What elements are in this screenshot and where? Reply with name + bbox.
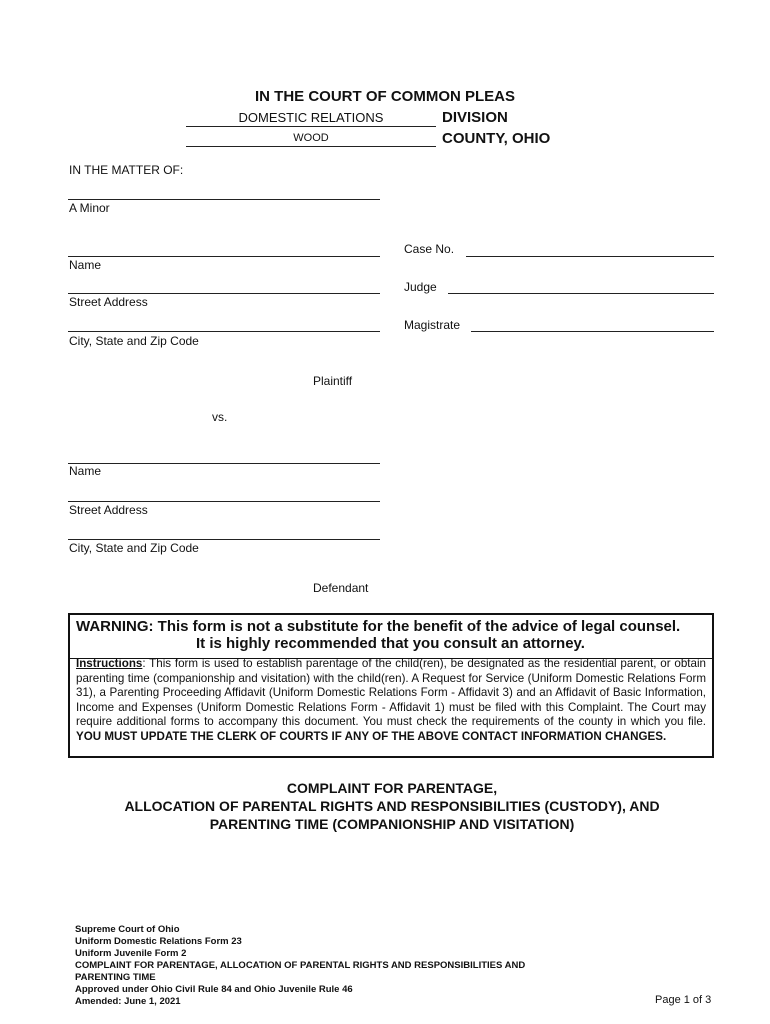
footer-line-1: Supreme Court of Ohio (75, 924, 180, 935)
footer-line-6: Approved under Ohio Civil Rule 84 and Ohio Juvenile Rule 46 (75, 984, 353, 995)
plaintiff-role-label: Plaintiff (313, 374, 353, 388)
footer-line-4: COMPLAINT FOR PARENTAGE, ALLOCATION OF PARENTAL RIGHTS AND RESPONSIBILITIES AND (75, 960, 526, 971)
form-title-line-1: COMPLAINT FOR PARENTAGE, (286, 780, 498, 796)
footer-meta (75, 924, 595, 1008)
instructions-label: Instructions (76, 657, 143, 670)
warning-heading (70, 615, 712, 659)
minor-name-field[interactable] (68, 199, 380, 200)
county-field-line (186, 146, 436, 147)
matter-heading: IN THE MATTER OF: (69, 163, 184, 177)
instructions-text (76, 657, 706, 745)
plaintiff-name-label: Name (69, 258, 102, 272)
warning-line-1: WARNING: This form is not a substitute for the benefit of the advice of legal counsel. (76, 618, 681, 635)
warning-box (68, 613, 714, 758)
plaintiff-street-label: Street Address (69, 295, 148, 309)
form-title-line-3: PARENTING TIME (COMPANIONSHIP AND VISITATION) (209, 816, 575, 832)
page-number: Page 1 of 3 (655, 994, 712, 1006)
defendant-city-label: City, State and Zip Code (69, 541, 199, 555)
defendant-role-label: Defendant (313, 581, 369, 595)
magistrate-field[interactable] (471, 331, 714, 332)
footer-line-2: Uniform Domestic Relations Form 23 (75, 936, 242, 947)
defendant-street-field[interactable] (68, 501, 380, 502)
magistrate-label: Magistrate (404, 318, 461, 332)
warning-line-2: It is highly recommended that you consult an attorney. (196, 635, 585, 652)
defendant-city-field[interactable] (68, 539, 380, 540)
court-heading: IN THE COURT OF COMMON PLEAS (255, 88, 515, 105)
footer-line-7: Amended: June 1, 2021 (75, 996, 181, 1007)
plaintiff-street-field[interactable] (68, 293, 380, 294)
plaintiff-city-field[interactable] (68, 331, 380, 332)
plaintiff-name-field[interactable] (68, 256, 380, 257)
form-title (100, 779, 684, 833)
minor-label: A Minor (69, 201, 110, 215)
footer-line-5: PARENTING TIME (75, 972, 156, 983)
county-label: COUNTY, OHIO (442, 130, 551, 147)
judge-field[interactable] (448, 293, 714, 294)
case-no-label: Case No. (404, 242, 455, 256)
instructions-caps: YOU MUST UPDATE THE CLERK OF COURTS IF ANY OF THE ABOVE CONTACT INFORMATION CHANGES. (76, 729, 667, 743)
case-no-field[interactable] (466, 256, 714, 257)
division-field-line (186, 126, 436, 127)
form-title-line-2: ALLOCATION OF PARENTAL RIGHTS AND RESPONSIBILITIES (CUSTODY), AND (124, 798, 660, 814)
judge-label: Judge (404, 280, 437, 294)
defendant-name-label: Name (69, 464, 102, 478)
versus-label: vs. (212, 410, 228, 424)
defendant-name-field[interactable] (68, 463, 380, 464)
footer-line-3: Uniform Juvenile Form 2 (75, 948, 187, 959)
defendant-street-label: Street Address (69, 503, 148, 517)
instructions-body: : This form is used to establish parentage of the child(ren), be designated as the residential parent, or obtain parenting time (companionship and visitation) with the child(ren). A Request for Service (Uniform Domestic Relations Form 31), a Parenting Proceeding Affidavit (Uniform Domestic Relations Form - Affidavit 3) and an Affidavit of Basic Information, Income and Expenses (Uniform Domestic Relations Form - Affidavit 1) must be filed with this Complaint. The Court may require additional forms to accompany this document. You must check the requirements of the county in which you file. (76, 657, 706, 729)
county-field[interactable]: WOOD (293, 132, 329, 144)
division-field[interactable]: DOMESTIC RELATIONS (238, 110, 384, 125)
plaintiff-city-label: City, State and Zip Code (69, 334, 199, 348)
division-label: DIVISION (442, 109, 508, 126)
